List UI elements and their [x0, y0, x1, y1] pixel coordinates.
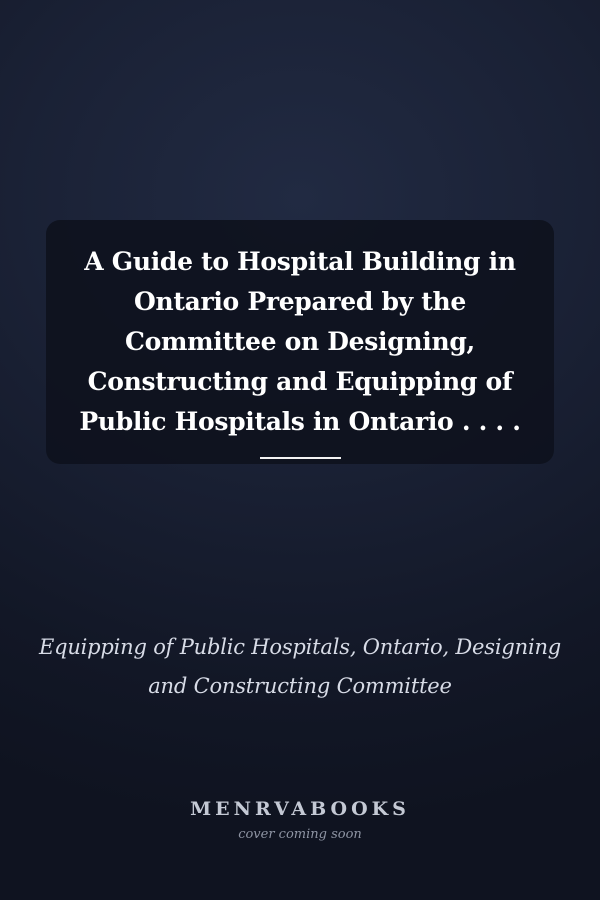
- title-divider: [260, 457, 341, 459]
- title-panel: [46, 220, 554, 464]
- publisher-name: MENRVABOOKS: [190, 798, 410, 820]
- cover-tagline: cover coming soon: [238, 827, 362, 842]
- book-author: Equipping of Public Hospitals, Ontario, Designing and Constructing Committee: [38, 635, 562, 698]
- book-title: A Guide to Hospital Building in Ontario Prepared by the Committee on Designing, Constructing and Equipping of Public Hospitals in Ontario . . . .: [79, 247, 521, 436]
